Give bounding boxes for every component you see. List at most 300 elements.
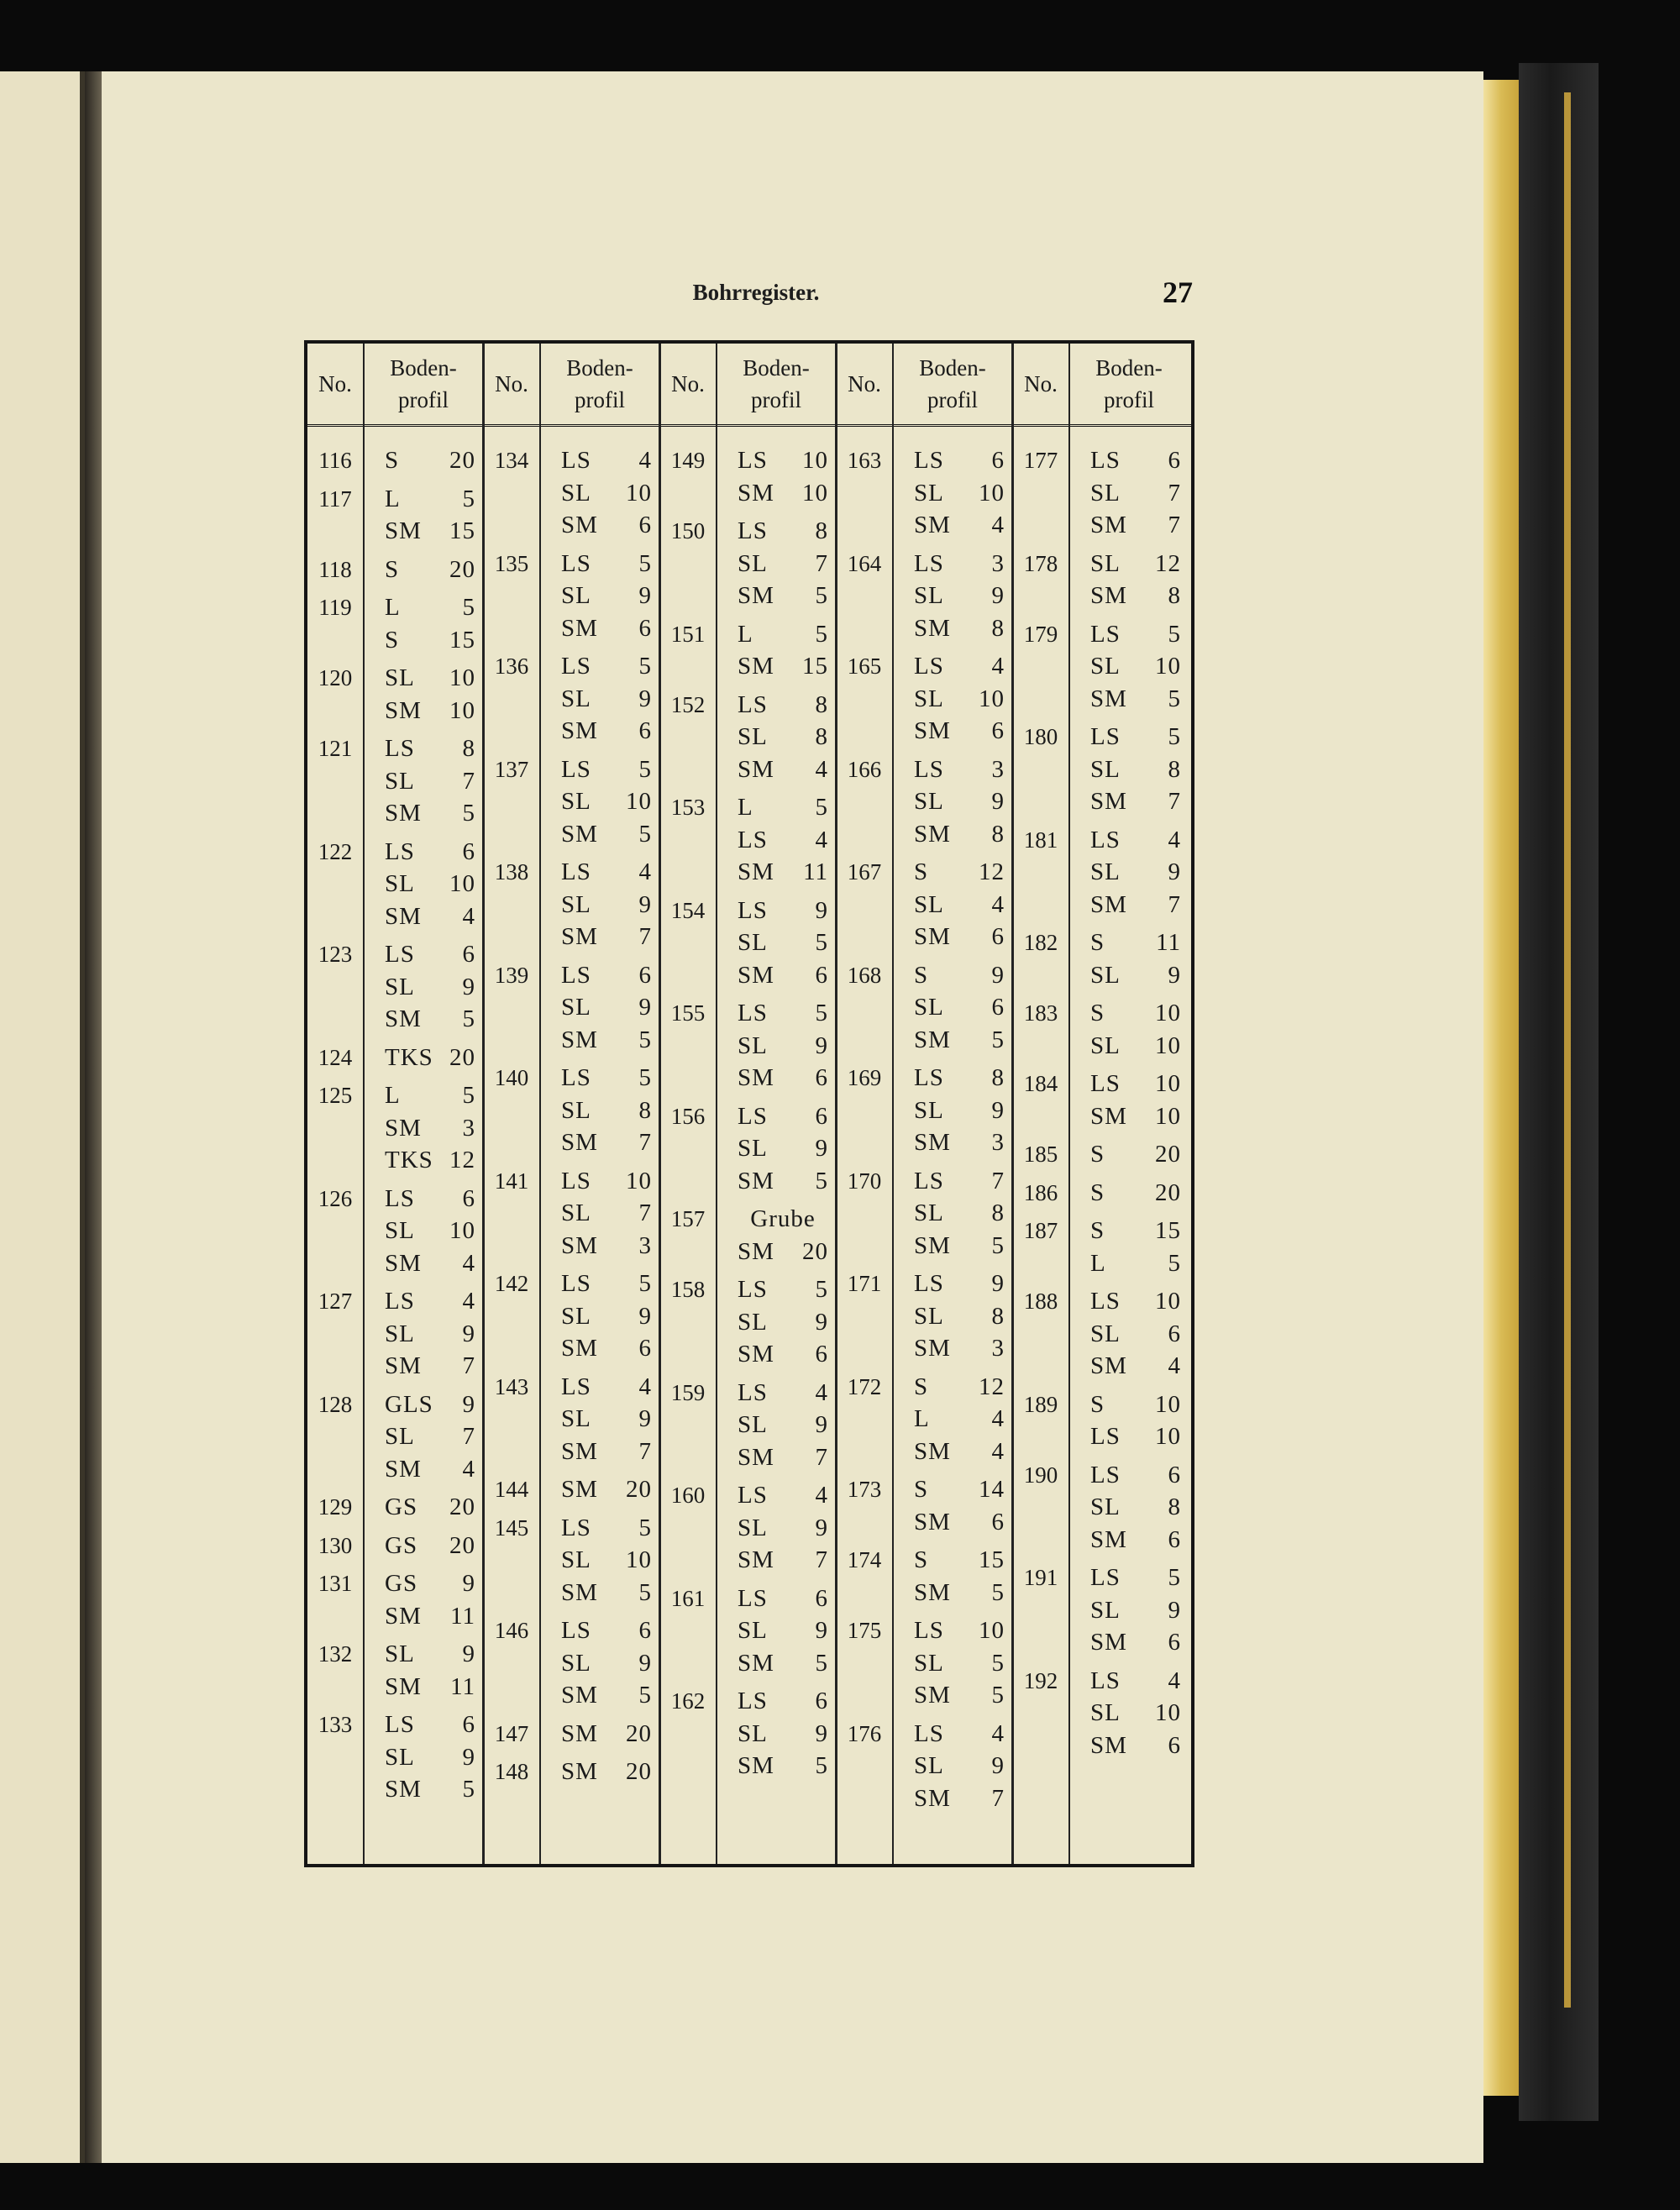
soil-type: LS: [1090, 447, 1121, 474]
entry-number: 126: [318, 1185, 353, 1211]
entry-number: 153: [670, 795, 706, 820]
layer-depth: 5: [462, 1082, 475, 1109]
register-entry: [484, 444, 660, 542]
soil-layer: [734, 1338, 832, 1371]
soil-layer: [381, 515, 479, 548]
entry-number: 179: [1023, 621, 1058, 647]
register-entry: [837, 548, 1013, 645]
soil-type: SM: [1090, 582, 1127, 609]
soil-layer: [734, 1377, 832, 1409]
layer-depth: 6: [638, 1617, 652, 1644]
soil-type: SM: [385, 1114, 422, 1142]
soil-type: SL: [738, 549, 768, 577]
book-gutter: [85, 71, 102, 2163]
soil-layer: [911, 1062, 1008, 1095]
layer-depth: 10: [449, 696, 475, 724]
entry-number: 135: [494, 550, 529, 576]
layer-depth: 11: [803, 858, 828, 885]
soil-layer: [381, 1183, 479, 1215]
soil-type: SM: [738, 1341, 774, 1367]
layer-depth: 6: [638, 614, 652, 642]
soil-profile: [734, 997, 832, 1095]
soil-type: SM: [561, 1758, 598, 1785]
register-entry: [1013, 1177, 1189, 1210]
soil-layer: [381, 1003, 479, 1036]
layer-depth: 20: [449, 555, 475, 583]
layer-depth: 8: [991, 1064, 1005, 1091]
soil-profile: [558, 548, 655, 645]
layer-depth: 10: [449, 870, 475, 897]
soil-layer: [734, 1165, 832, 1198]
layer-depth: 9: [815, 1411, 828, 1438]
header-bodenprofil-bottom: profil: [1103, 387, 1154, 412]
soil-layer: [381, 732, 479, 765]
soil-type: GS: [385, 1493, 418, 1520]
soil-profile: [734, 618, 832, 683]
soil-type: SM: [914, 1437, 951, 1465]
soil-layer: [558, 785, 655, 818]
soil-type: SL: [738, 1308, 768, 1336]
soil-profile: [734, 1685, 832, 1782]
soil-layer: [381, 1042, 479, 1074]
register-entry: [484, 1062, 660, 1159]
entry-number: 189: [1023, 1391, 1058, 1417]
soil-type: TKS: [385, 1043, 433, 1071]
soil-type: SL: [1090, 653, 1121, 680]
soil-type: LS: [1090, 1461, 1121, 1488]
soil-profile: [1087, 721, 1184, 818]
layer-depth: 6: [991, 1508, 1005, 1535]
soil-type: LS: [914, 653, 944, 680]
soil-profile: [911, 1165, 1008, 1262]
soil-layer: [911, 1024, 1008, 1057]
entry-number: 170: [847, 1168, 882, 1194]
soil-type: L: [1090, 1249, 1106, 1277]
layer-depth: 7: [638, 1199, 652, 1226]
soil-layer: [734, 895, 832, 927]
header-bodenprofil-bottom: profil: [750, 387, 801, 412]
soil-layer: [911, 753, 1008, 786]
layer-depth: 5: [815, 929, 828, 956]
soil-type: SM: [914, 717, 951, 744]
soil-layer: [1087, 1068, 1184, 1100]
soil-type: SM: [914, 1682, 951, 1709]
soil-type: SL: [914, 788, 944, 815]
soil-type: SM: [914, 923, 951, 950]
soil-type: LS: [738, 826, 768, 853]
soil-layer: [381, 1285, 479, 1318]
soil-type: SL: [561, 788, 591, 815]
layer-depth: 20: [626, 1476, 652, 1503]
register-entry: [1013, 1068, 1189, 1132]
soil-type: LS: [561, 1373, 591, 1400]
entry-number: 141: [494, 1168, 529, 1194]
soil-layer: [381, 1247, 479, 1280]
layer-depth: 12: [1155, 549, 1181, 577]
soil-type: LS: [1090, 620, 1121, 648]
layer-depth: 4: [991, 890, 1005, 918]
soil-type: SM: [561, 1335, 598, 1362]
entry-number: 180: [1023, 724, 1058, 749]
soil-layer: [558, 991, 655, 1024]
soil-type: SL: [1090, 961, 1121, 989]
entry-number: 121: [318, 736, 353, 761]
soil-layer: [1087, 856, 1184, 889]
register-entry: [1013, 444, 1189, 542]
soil-type: S: [1090, 929, 1105, 956]
register-entry: [837, 1062, 1013, 1159]
soil-layer: [1087, 477, 1184, 510]
soil-profile: [381, 1567, 479, 1632]
register-entry: [307, 444, 484, 477]
entry-number: 166: [847, 756, 882, 782]
entry-number: 138: [494, 859, 529, 885]
soil-type: SM: [385, 1672, 422, 1700]
entry-number: 123: [318, 942, 353, 967]
soil-type: SL: [561, 890, 591, 918]
soil-layer: [381, 591, 479, 624]
soil-layer: [558, 477, 655, 510]
entry-number: 177: [1023, 448, 1058, 473]
soil-layer: [911, 1473, 1008, 1506]
layer-depth: 7: [1168, 890, 1181, 918]
soil-type: SM: [1090, 512, 1127, 538]
soil-type: SL: [914, 582, 944, 609]
soil-layer: [558, 959, 655, 992]
soil-profile: [1087, 618, 1184, 716]
layer-depth: 4: [991, 1719, 1005, 1747]
layer-depth: 7: [815, 1443, 828, 1471]
soil-type: LS: [738, 690, 768, 718]
soil-type: SL: [914, 1649, 944, 1677]
soil-profile: [734, 444, 832, 509]
soil-type: SM: [914, 1784, 951, 1812]
soil-layer: [558, 1197, 655, 1230]
entry-number: 175: [847, 1618, 882, 1643]
header-no: No.: [1024, 371, 1058, 396]
soil-layer: [558, 1436, 655, 1468]
soil-type: LS: [738, 517, 768, 544]
layer-depth: 5: [815, 620, 828, 648]
bore-register-table: [304, 340, 1194, 1867]
soil-type: LS: [385, 735, 415, 762]
register-entry: [660, 515, 837, 612]
entry-number: 173: [847, 1477, 882, 1502]
entry-number: 184: [1023, 1071, 1058, 1096]
header-no: No.: [318, 371, 352, 396]
soil-type: S: [914, 858, 929, 885]
layer-depth: 20: [1155, 1178, 1181, 1206]
soil-type: SL: [385, 664, 415, 691]
entry-number: 139: [494, 962, 529, 988]
layer-depth: 6: [1168, 1525, 1181, 1553]
soil-layer: [911, 1577, 1008, 1609]
entry-number: 174: [847, 1547, 882, 1572]
soil-profile: [911, 1473, 1008, 1538]
layer-depth: 4: [638, 447, 652, 474]
layer-depth: 5: [638, 1578, 652, 1606]
soil-layer: [1087, 509, 1184, 542]
soil-type: LS: [738, 1378, 768, 1406]
soil-type: SM: [1090, 685, 1127, 712]
soil-type: LS: [1090, 1288, 1121, 1315]
soil-type: GS: [385, 1531, 418, 1559]
layer-depth: 10: [1155, 1390, 1181, 1418]
soil-profile: [381, 1388, 479, 1486]
entry-number: 192: [1023, 1667, 1058, 1693]
soil-type: SM: [1090, 1731, 1127, 1759]
register-entry: [307, 836, 484, 933]
layer-depth: 12: [449, 1147, 475, 1173]
layer-depth: 9: [638, 1302, 652, 1330]
soil-type: SL: [385, 1423, 415, 1450]
layer-depth: 4: [462, 1249, 475, 1277]
soil-type: S: [385, 447, 400, 474]
soil-type: LS: [738, 447, 768, 474]
soil-type: LS: [738, 1482, 768, 1509]
soil-layer: [381, 1567, 479, 1600]
soil-type: SM: [738, 1064, 774, 1091]
soil-layer: [734, 1479, 832, 1512]
entry-number: 154: [670, 897, 706, 923]
entry-number: 186: [1023, 1179, 1058, 1205]
soil-layer: [381, 868, 479, 900]
soil-layer: [911, 580, 1008, 612]
layer-depth: 9: [815, 1308, 828, 1336]
soil-type: SM: [738, 755, 774, 783]
soil-profile: [911, 1614, 1008, 1712]
soil-profile: [911, 1718, 1008, 1815]
layer-depth: 9: [815, 1617, 828, 1644]
soil-layer: [911, 1371, 1008, 1404]
soil-layer: [558, 612, 655, 645]
layer-depth: 4: [462, 1455, 475, 1483]
entry-number: 167: [847, 859, 882, 885]
soil-layer: [734, 1441, 832, 1474]
soil-type: SM: [914, 1335, 951, 1362]
register-entry: [837, 650, 1013, 748]
soil-type: L: [738, 620, 753, 648]
layer-depth: 6: [462, 1711, 475, 1738]
soil-profile: [911, 856, 1008, 953]
entry-number: 190: [1023, 1462, 1058, 1488]
soil-profile: [558, 753, 655, 851]
soil-profile: [734, 515, 832, 612]
soil-type: LS: [561, 961, 591, 989]
entry-number: 152: [670, 691, 706, 717]
soil-type: LS: [1090, 1423, 1121, 1450]
register-entry: [1013, 1138, 1189, 1171]
soil-type: LS: [561, 1617, 591, 1644]
soil-layer: [1087, 1177, 1184, 1210]
layer-depth: 9: [991, 1270, 1005, 1297]
register-entry: [307, 1530, 484, 1562]
soil-layer: [911, 1230, 1008, 1262]
soil-layer: [1087, 1626, 1184, 1659]
entry-number: 136: [494, 654, 529, 679]
layer-depth: 4: [991, 1405, 1005, 1432]
soil-type: SL: [385, 1640, 415, 1667]
register-entry: [1013, 1459, 1189, 1556]
layer-depth: 12: [979, 1373, 1005, 1400]
register-entry: [837, 856, 1013, 953]
layer-depth: 9: [638, 890, 652, 918]
soil-layer: [381, 1144, 479, 1177]
soil-layer: [911, 715, 1008, 748]
entry-number: 124: [318, 1044, 353, 1070]
layer-depth: 12: [979, 858, 1005, 885]
soil-layer: [381, 483, 479, 516]
layer-depth: 5: [991, 1682, 1005, 1709]
layer-depth: 5: [1168, 1564, 1181, 1591]
entry-number: 120: [318, 665, 353, 690]
layer-depth: 6: [1168, 1320, 1181, 1347]
soil-type: SL: [385, 973, 415, 1000]
soil-type: LS: [561, 858, 591, 885]
soil-type: SM: [1090, 788, 1127, 815]
soil-layer: [381, 1318, 479, 1351]
layer-depth: 10: [1155, 1000, 1181, 1026]
soil-type: L: [738, 794, 753, 821]
soil-profile: [911, 959, 1008, 1057]
header-bodenprofil: [539, 344, 660, 424]
soil-layer: [911, 548, 1008, 580]
layer-depth: 9: [991, 788, 1005, 815]
soil-layer: [1087, 1491, 1184, 1524]
soil-layer: [911, 1782, 1008, 1815]
soil-layer: [734, 1685, 832, 1718]
layer-depth: 10: [1155, 1102, 1181, 1130]
entry-number: 188: [1023, 1289, 1058, 1314]
soil-type: SL: [1090, 1596, 1121, 1624]
layer-depth: 7: [815, 549, 828, 577]
register-entry: [1013, 997, 1189, 1062]
layer-depth: 9: [1168, 858, 1181, 885]
layer-depth: 10: [802, 479, 828, 507]
soil-layer: [1087, 753, 1184, 786]
soil-layer: [1087, 1215, 1184, 1247]
register-entry: [307, 1042, 484, 1074]
header-bodenprofil-bottom: profil: [574, 387, 625, 412]
layer-depth: 4: [638, 1373, 652, 1400]
layer-depth: 5: [1168, 1249, 1181, 1277]
register-entry: [837, 444, 1013, 542]
soil-type: SL: [561, 1546, 591, 1573]
soil-profile: [558, 1062, 655, 1159]
soil-type: S: [914, 1373, 929, 1400]
soil-type: LS: [738, 1000, 768, 1026]
soil-type: LS: [914, 1167, 944, 1194]
layer-depth: 8: [1168, 1493, 1181, 1520]
soil-profile: [1087, 997, 1184, 1062]
soil-layer: [558, 1577, 655, 1609]
layer-depth: 7: [815, 1546, 828, 1573]
soil-type: SM: [1090, 1629, 1127, 1656]
layer-depth: 4: [638, 858, 652, 885]
soil-type: LS: [385, 941, 415, 968]
layer-depth: 6: [991, 923, 1005, 950]
soil-layer: [911, 1679, 1008, 1712]
layer-depth: 4: [462, 902, 475, 930]
layer-depth: 6: [815, 961, 828, 989]
soil-type: SM: [738, 1443, 774, 1471]
soil-layer: [381, 444, 479, 477]
soil-type: TKS: [385, 1147, 433, 1173]
soil-layer: [1087, 444, 1184, 477]
soil-profile: [911, 1062, 1008, 1159]
register-entry: [837, 1718, 1013, 1815]
soil-layer: [1087, 1562, 1184, 1594]
register-entry: [307, 1079, 484, 1177]
layer-depth: 7: [991, 1167, 1005, 1194]
layer-depth: 7: [1168, 512, 1181, 538]
soil-type: LS: [738, 1584, 768, 1612]
soil-layer: [381, 1638, 479, 1671]
register-entry: [484, 1756, 660, 1788]
soil-type: SL: [1090, 1032, 1121, 1059]
soil-type: SL: [561, 685, 591, 712]
layer-depth: 20: [802, 1237, 828, 1265]
soil-layer: [381, 765, 479, 798]
soil-layer: [558, 715, 655, 748]
soil-type: SM: [561, 1129, 598, 1156]
register-entry: [1013, 927, 1189, 991]
soil-layer: [1087, 683, 1184, 716]
soil-profile: [911, 1268, 1008, 1365]
layer-depth: 9: [462, 1570, 475, 1597]
soil-type: LS: [914, 549, 944, 577]
soil-layer: [1087, 1388, 1184, 1421]
entry-number: 160: [670, 1483, 706, 1508]
soil-type: SL: [738, 1135, 768, 1162]
soil-type: SL: [385, 1320, 415, 1347]
soil-layer: [558, 444, 655, 477]
entry-number: 142: [494, 1271, 529, 1296]
register-entry: [1013, 618, 1189, 716]
soil-layer: [381, 1741, 479, 1774]
soil-type: SM: [738, 582, 774, 609]
soil-layer: [734, 1306, 832, 1339]
layer-depth: 8: [991, 614, 1005, 642]
header-no: No.: [848, 371, 881, 396]
soil-layer: [911, 1197, 1008, 1230]
entry-number: 169: [847, 1065, 882, 1090]
soil-layer: [734, 721, 832, 753]
soil-type: LS: [914, 1064, 944, 1091]
soil-profile: [381, 836, 479, 933]
soil-layer: [1087, 1665, 1184, 1698]
soil-layer: [1087, 1318, 1184, 1351]
register-entry: [837, 959, 1013, 1057]
layer-depth: 4: [815, 1482, 828, 1509]
layer-depth: 4: [1168, 826, 1181, 853]
soil-type: SL: [738, 1617, 768, 1644]
soil-layer: [381, 900, 479, 933]
soil-layer: [381, 1773, 479, 1806]
register-entry: [484, 650, 660, 748]
layer-depth: 7: [1168, 788, 1181, 815]
layer-depth: 5: [815, 582, 828, 609]
soil-layer: [734, 477, 832, 510]
soil-type: SM: [561, 1476, 598, 1503]
entry-number: 168: [847, 962, 882, 988]
layer-depth: 5: [1168, 685, 1181, 712]
layer-depth: 8: [1168, 755, 1181, 783]
entry-number: 130: [318, 1532, 353, 1558]
soil-profile: [1087, 1665, 1184, 1762]
register-entry: [307, 1285, 484, 1383]
soil-type: LS: [914, 755, 944, 783]
